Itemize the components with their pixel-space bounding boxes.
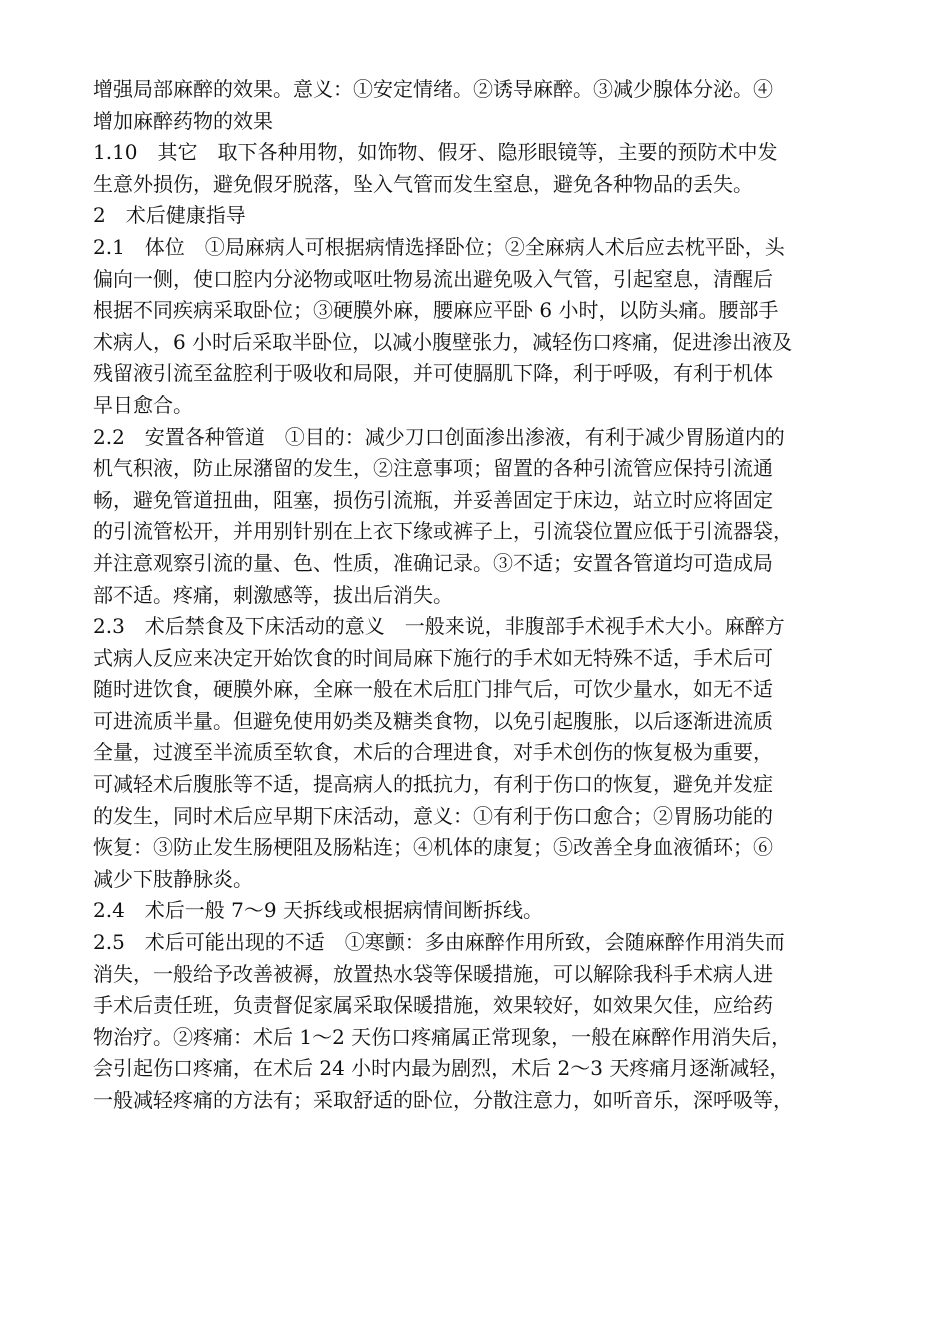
text-line: 2.2 安置各种管道 ①目的：减少刀口创面渗出渗液，有利于减少胃肠道内的 bbox=[93, 424, 785, 449]
text-line: 消失，一般给予改善被褥，放置热水袋等保暖措施，可以解除我科手术病人进 bbox=[93, 961, 773, 986]
text-line: 2.1 体位 ①局麻病人可根据病情选择卧位；②全麻病人术后应去枕平卧，头 bbox=[93, 234, 785, 259]
text-line: 2.4 术后一般 7～9 天拆线或根据病情间断拆线。 bbox=[93, 898, 543, 923]
text-line: 减少下肢静脉炎。 bbox=[93, 866, 253, 891]
text-line: 物治疗。②疼痛：术后 1～2 天伤口疼痛属正常现象，一般在麻醉作用消失后， bbox=[93, 1024, 792, 1049]
text-line: 随时进饮食，硬膜外麻，全麻一般在术后肛门排气后，可饮少量水，如无不适 bbox=[93, 677, 773, 702]
text-line: 生意外损伤，避免假牙脱落，坠入气管而发生窒息，避免各种物品的丢失。 bbox=[93, 171, 753, 196]
text-line: 2.5 术后可能出现的不适 ①寒颤：多由麻醉作用所致，会随麻醉作用消失而 bbox=[93, 930, 785, 955]
text-line: 早日愈合。 bbox=[93, 392, 193, 417]
document-body bbox=[93, 74, 863, 1117]
text-line: 可进流质半量。但避免使用奶类及糖类食物，以免引起腹胀，以后逐渐进流质 bbox=[93, 708, 773, 733]
text-line: 式病人反应来决定开始饮食的时间局麻下施行的手术如无特殊不适，手术后可 bbox=[93, 645, 773, 670]
text-line: 偏向一侧，使口腔内分泌物或呕吐物易流出避免吸入气管，引起窒息，清醒后 bbox=[93, 266, 773, 291]
text-line: 一般减轻疼痛的方法有；采取舒适的卧位，分散注意力，如听音乐，深呼吸等， bbox=[93, 1088, 793, 1112]
text-line: 全量，过渡至半流质至软食，术后的合理进食，对手术创伤的恢复极为重要， bbox=[93, 740, 773, 765]
text-line: 畅，避免管道扭曲，阻塞，损伤引流瓶，并妥善固定于床边，站立时应将固定 bbox=[93, 487, 773, 512]
text-line: 2.3 术后禁食及下床活动的意义 一般来说，非腹部手术视手术大小。麻醉方 bbox=[93, 614, 785, 639]
text-line: 的发生，同时术后应早期下床活动，意义：①有利于伤口愈合；②胃肠功能的 bbox=[93, 803, 773, 828]
text-line: 根据不同疾病采取卧位；③硬膜外麻，腰麻应平卧 6 小时，以防头痛。腰部手 bbox=[93, 298, 779, 323]
text-line: 会引起伤口疼痛，在术后 24 小时内最为剧烈，术后 2～3 天疼痛月逐渐减轻， bbox=[93, 1056, 790, 1081]
text-line: 1.10 其它 取下各种用物，如饰物、假牙、隐形眼镜等，主要的预防术中发 bbox=[93, 140, 778, 165]
text-line: 增加麻醉药物的效果 bbox=[93, 108, 273, 133]
section-heading: 2 术后健康指导 bbox=[93, 203, 246, 228]
text-line: 手术后责任班，负责督促家属采取保暖措施，效果较好，如效果欠佳，应给药 bbox=[93, 993, 773, 1018]
text-line: 增强局部麻醉的效果。意义：①安定情绪。②诱导麻醉。③减少腺体分泌。④ bbox=[93, 77, 773, 101]
text-line: 的引流管松开，并用别针别在上衣下缘或裤子上，引流袋位置应低于引流器袋， bbox=[93, 519, 793, 544]
text-line: 可减轻术后腹胀等不适，提高病人的抵抗力，有利于伤口的恢复，避免并发症 bbox=[93, 772, 773, 797]
text-line: 部不适。疼痛，刺激感等，拔出后消失。 bbox=[93, 582, 453, 607]
text-line: 恢复：③防止发生肠梗阻及肠粘连；④机体的康复；⑤改善全身血液循环；⑥ bbox=[93, 835, 773, 860]
text-line: 残留液引流至盆腔利于吸收和局限，并可使膈肌下降，利于呼吸，有利于机体 bbox=[93, 361, 773, 386]
text-line: 机气积液，防止尿潴留的发生，②注意事项；留置的各种引流管应保持引流通 bbox=[93, 456, 773, 481]
text-line: 并注意观察引流的量、色、性质，准确记录。③不适；安置各管道均可造成局 bbox=[93, 550, 773, 575]
text-line: 术病人，6 小时后采取半卧位，以减小腹壁张力，减轻伤口疼痛，促进渗出液及 bbox=[93, 329, 793, 354]
